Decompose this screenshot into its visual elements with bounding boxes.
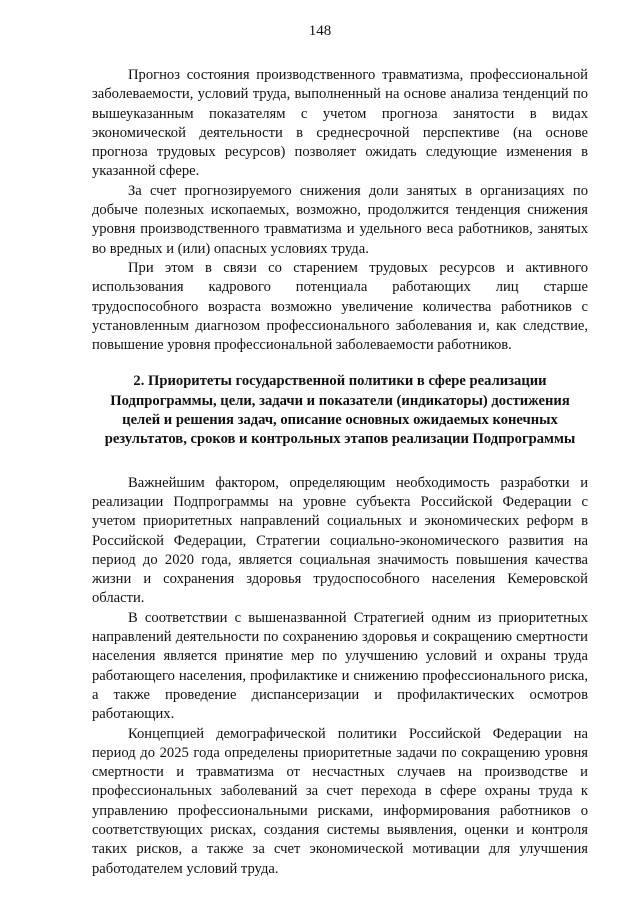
paragraph-forecast: Прогноз состояния производственного травматизма, профессиональной заболеваемости, условий труда, выполненный на основе анализа тенденций по вышеуказанным показателям с учетом прогноза занятости в видах экономической деятельности в среднесрочной перспективе (на основе прогноза трудовых ресурсов) позволяет ожидать следующие изменения в указанной сфере. (92, 67, 588, 180)
paragraph-strategy-priorities: В соответствии с вышеназванной Стратегией одним из приоритетных направлений деятельности по сохранению здоровья и сокращению смертности населения является принятие мер по улучшению условий и охраны труда работающего населения, профилактике и снижению профессионального риска, а также проведение диспансеризации и профилактических осмотров работающих. (92, 609, 588, 723)
paragraph-key-factor: Важнейшим фактором, определяющим необходимость разработки и реализации Подпрограммы на уровне субъекта Российской Федерации с учетом приоритетных направлений социальных и экономических реформ в Российской Федерации, Стратегии социально-экономического развития на период до 2020 года, является социальная значимость повышения качества жизни и сохранения здоровья трудоспособного населения Кемеровской области. (92, 474, 588, 607)
document-body (92, 66, 588, 879)
page-number: 148 (308, 23, 332, 39)
section-heading: 2. Приоритеты государственной политики в сфере реализации Подпрограммы, цели, задачи и показатели (индикаторы) достижения целей и решения задач, описание основных ожидаемых конечных результатов, сроков и контрольных этапов реализации Подпрограммы (104, 373, 576, 448)
paragraph-aging-workforce: При этом в связи со старением трудовых ресурсов и активного использования кадрового потенциала работающих лиц старше трудоспособного возраста возможно увеличение количества работников с установленным диагнозом профессионального заболевания и, как следствие, повышение уровня профессиональной заболеваемости работников. (92, 259, 588, 354)
paragraph-demographic-concept: Концепцией демографической политики Российской Федерации на период до 2025 года определены приоритетные задачи по сокращению уровня смертности и травматизма от несчастных случаев на производстве и профессиональных заболеваний за счет перехода в сфере охраны труда к управлению профессиональными рисками, информирования работников о соответствующих рисках, создания системы выявления, оценки и контроля таких рисков, а также за счет экономической мотивации для улучшения работодателем условий труда. (92, 725, 588, 877)
paragraph-mining-share: За счет прогнозируемого снижения доли занятых в организациях по добыче полезных ископаемых, возможно, продолжится тенденция снижения уровня производственного травматизма и удельного веса работников, занятых во вредных и (или) опасных условиях труда. (92, 182, 588, 257)
